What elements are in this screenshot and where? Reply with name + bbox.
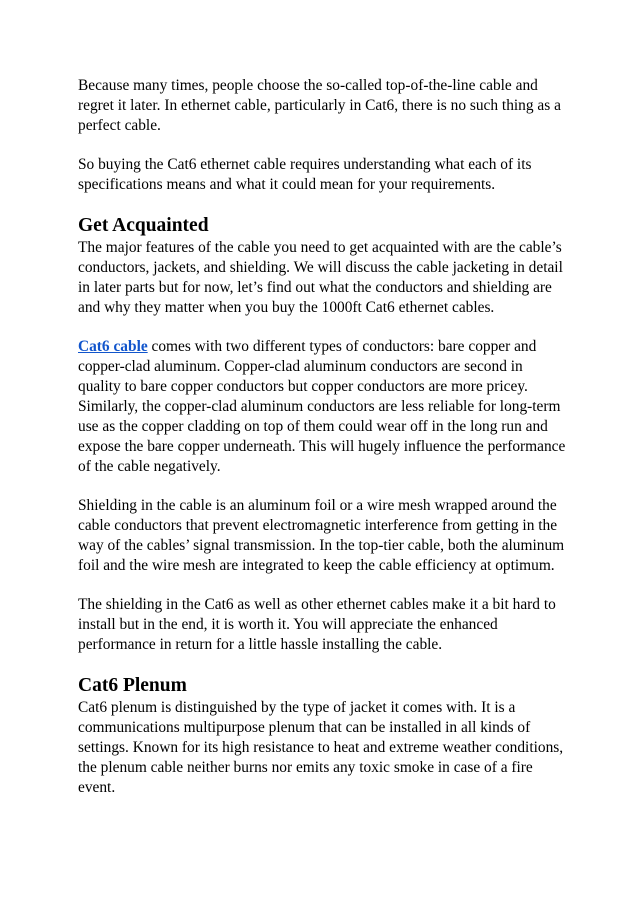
intro-paragraph: Because many times, people choose the so-called top-of-the-line cable and regret it later. In ethernet cable, particularly in Cat6, there is no such thing as a perfect cable.	[78, 77, 561, 134]
heading-cat6-plenum: Cat6 Plenum	[78, 675, 187, 696]
buying-paragraph: So buying the Cat6 ethernet cable requires understanding what each of its specifications means and what it could mean for your requirements.	[78, 156, 532, 193]
conductors-paragraph	[78, 337, 568, 477]
conductors-text: comes with two different types of conductors: bare copper and copper-clad aluminum. Copper-clad aluminum conductors are second in quality to bare copper conductors but copper conductors are more pricey. Similarly, the copper-clad aluminum conductors are less reliable for long-term use as the copper cladding on top of them could wear off in the long run and expose the bare copper underneath. This will hugely influence the performance of the cable negatively.	[78, 338, 566, 475]
shielding-paragraph: Shielding in the cable is an aluminum foil or a wire mesh wrapped around the cable conductors that prevent electromagnetic interference from getting in the way of the cables’ signal transmission. In the top-tier cable, both the aluminum foil and the wire mesh are integrated to keep the cable efficiency at optimum.	[78, 497, 565, 574]
plenum-paragraph: Cat6 plenum is distinguished by the type of jacket it comes with. It is a communications multipurpose plenum that can be installed in all kinds of settings. Known for its high resistance to heat and extreme weather conditions, the plenum cable neither burns nor emits any toxic smoke in case of a fire event.	[78, 699, 564, 796]
cat6-cable-link[interactable]: Cat6 cable	[78, 338, 148, 355]
shielding-install-paragraph: The shielding in the Cat6 as well as other ethernet cables make it a bit hard to install but in the end, it is worth it. You will appreciate the enhanced performance in return for a little hassle installing the cable.	[78, 596, 556, 653]
heading-get-acquainted: Get Acquainted	[78, 215, 209, 236]
features-paragraph: The major features of the cable you need to get acquainted with are the cable’s conductors, jackets, and shielding. We will discuss the cable jacketing in detail in later parts but for now, let’s find out what the conductors and shielding are and why they matter when you buy the 1000ft Cat6 ethernet cables.	[78, 239, 563, 316]
document-page	[78, 76, 568, 798]
